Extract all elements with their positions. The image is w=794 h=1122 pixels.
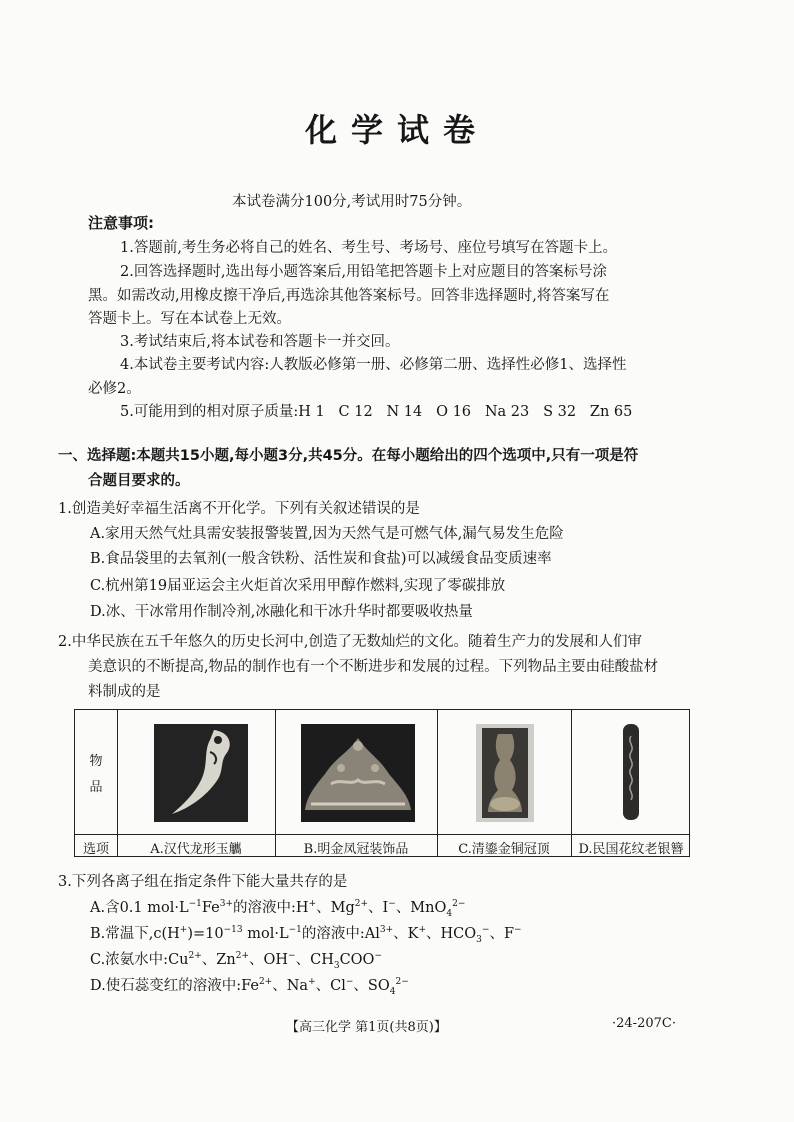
section-heading: 一、选择题:本题共15小题,每小题3分,共45分。在每小题给出的四个选项中,只有一项是符 [58, 448, 639, 464]
q2-stem-1: 2.中华民族在五千年悠久的历史长河中,创造了无数灿烂的文化。随着生产力的发展和人们审 [58, 634, 642, 650]
note-4a: 4.本试卷主要考试内容:人教版必修第一册、必修第二册、选择性必修1、选择性 [120, 357, 627, 373]
row-label-item-2: 品 [89, 780, 103, 795]
q3-stem: 3.下列各离子组在指定条件下能大量共存的是 [58, 874, 348, 890]
page-footer: 【高三化学 第1页(共8页)】 [286, 1020, 447, 1035]
q2-option-c: C.清鎏金铜冠顶 [458, 842, 550, 857]
subtitle: 本试卷满分100分,考试用时75分钟。 [232, 194, 472, 210]
q1-option-d: D.冰、干冰常用作制冷剂,冰融化和干冰升华时都要吸收热量 [90, 604, 473, 620]
paper-code: ·24-207C· [612, 1016, 676, 1031]
page-title: 化学试卷 [304, 111, 489, 149]
section-heading-cont: 合题目要求的。 [88, 473, 190, 489]
q2-option-a: A.汉代龙形玉觿 [150, 842, 242, 857]
q2-table [74, 709, 690, 857]
phoenix-crown-photo [301, 724, 415, 822]
notes-heading: 注意事项: [88, 214, 154, 232]
silver-hairpin-photo [620, 722, 642, 822]
q1-stem: 1.创造美好幸福生活离不开化学。下列有关叙述错误的是 [58, 501, 420, 517]
table-divider [75, 834, 689, 835]
q3-option-d: D.使石蕊变红的溶液中$:Fe^{2+}$、Na+、Cl−、$SO_4^{2-}$ [90, 977, 409, 997]
note-2a: 2.回答选择题时,选出每小题答案后,用铅笔把答题卡上对应题目的答案标号涂 [120, 264, 608, 280]
jade-dragon-photo [154, 724, 248, 822]
q2-option-d: D.民国花纹老银簪 [578, 842, 684, 857]
q2-stem-2: 美意识的不断提高,物品的制作也有一个不断进步和发展的过程。下列物品主要由硅酸盐材 [88, 659, 659, 675]
q1-option-c: C.杭州第19届亚运会主火炬首次采用甲醇作燃料,实现了零碳排放 [90, 578, 506, 594]
note-3: 3.考试结束后,将本试卷和答题卡一并交回。 [120, 334, 400, 350]
note-2c: 答题卡上。写在本试卷上无效。 [88, 311, 291, 327]
q3-option-a: A.含0.1 $mol\cdot L^{-1}Fe^{3+}$的溶液中:H+、$Mg^{2+}$、I−、MnO$_4^{2-}$ [90, 899, 466, 919]
note-2b: 黑。如需改动,用橡皮擦干净后,再选涂其他答案标号。回答非选择题时,将答案写在 [88, 288, 610, 304]
q1-option-a: A.家用天然气灶具需安装报警装置,因为天然气是可燃气体,漏气易发生危险 [90, 526, 564, 542]
note-1: 1.答题前,考生务必将自己的姓名、考生号、考场号、座位号填写在答题卡上。 [120, 240, 617, 256]
note-5: 5.可能用到的相对原子质量:H 1 C 12 N 14 O 16 Na 23 S 32 Zn 65 [120, 404, 633, 420]
note-4b: 必修2。 [88, 381, 141, 397]
q3-option-c: C.浓氨水中$:Cu^{2+}$、$Zn^{2+}$、OH−、$CH_3COO^-$ [90, 951, 382, 971]
gilt-finial-photo [476, 724, 534, 822]
row-label-option: 选项 [82, 842, 109, 857]
q2-option-b: B.明金凤冠装饰品 [303, 842, 409, 857]
q3-option-b: B.常温下$,c(H^+)=10^{-13}$ $mol\cdot L^{-1}$的溶液中$:Al^{3+}$、K+、$HCO_3^-$、F− [90, 925, 522, 945]
row-label-item-1: 物 [89, 754, 103, 769]
q1-option-b: B.食品袋里的去氧剂(一般含铁粉、活性炭和食盐)可以减缓食品变质速率 [90, 551, 552, 567]
q2-stem-3: 料制成的是 [88, 684, 161, 700]
